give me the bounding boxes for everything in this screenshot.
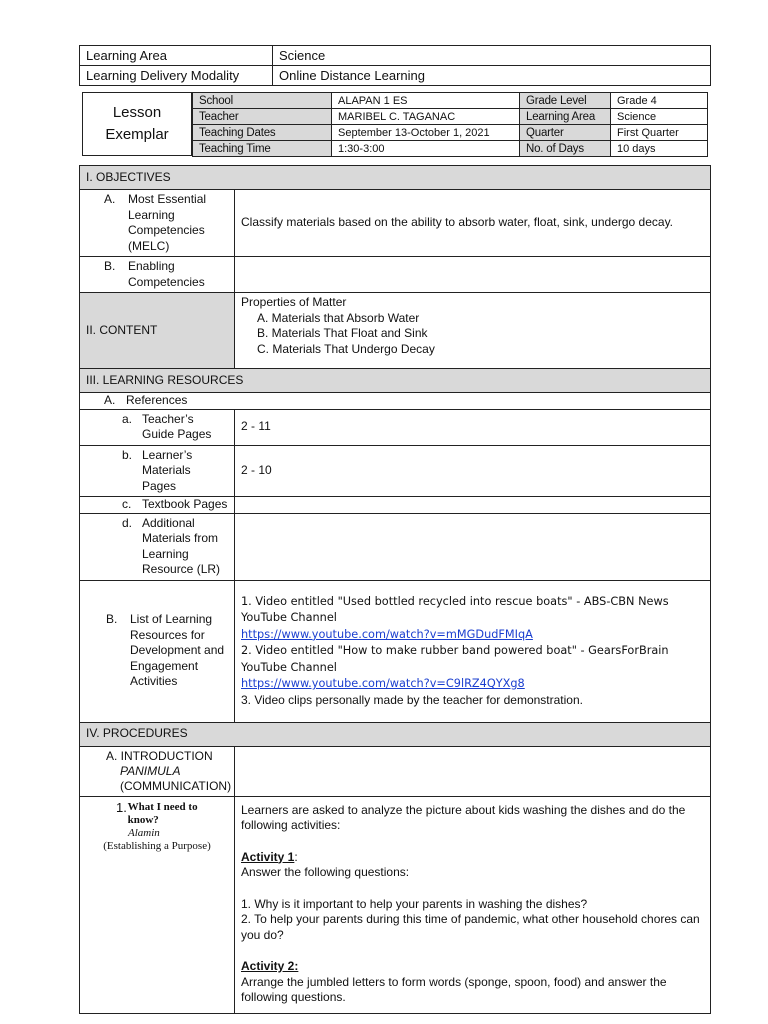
teaching-dates-value: September 13-October 1, 2021	[332, 125, 520, 141]
learning-area-table	[79, 45, 711, 86]
references-marker: A.	[104, 393, 116, 407]
video-1-title: 1. Video entitled "Used bottled recycled into rescue boats" - ABS-CBN News YouTube Channel	[241, 594, 669, 625]
panimula-label: PANIMULA	[120, 763, 181, 778]
modality-label: Learning Delivery Modality	[80, 66, 273, 86]
video-2-link[interactable]: https://www.youtube.com/watch?v=C9lRZ4QYXg8	[241, 677, 525, 691]
video-2-title: 2. Video entitled "How to make rubber band powered boat" - GearsForBrain YouTube Channel	[241, 644, 669, 674]
school-value: ALAPAN 1 ES	[332, 93, 520, 109]
no-of-days-label: No. of Days	[520, 141, 611, 157]
textbook-value	[235, 497, 711, 514]
additional-materials-cell	[80, 513, 235, 580]
list-resources-marker: B.	[106, 612, 118, 627]
enabling-label-cell	[80, 257, 235, 293]
enabling-marker: B.	[104, 259, 116, 273]
introduction-cell	[80, 746, 235, 796]
introduction-value	[235, 746, 711, 796]
teachers-guide-value: 2 - 11	[235, 409, 711, 445]
activity-1-heading: Activity 1	[241, 849, 295, 864]
textbook-row	[80, 497, 711, 514]
introduction-row	[80, 746, 711, 796]
lesson-plan-table	[79, 165, 711, 1014]
teachers-guide-marker: a.	[122, 411, 133, 426]
melc-text: Classify materials based on the ability to absorb water, float, sink, undergo decay.	[235, 190, 711, 257]
lesson-exemplar-title	[82, 92, 192, 156]
activity-2-heading: Activity 2:	[241, 959, 299, 973]
learning-area-label-2: Learning Area	[520, 109, 611, 125]
grade-level-value: Grade 4	[611, 93, 708, 109]
learners-materials-row	[80, 445, 711, 497]
what-i-need-to-know-cell	[80, 796, 235, 1013]
content-item: A. Materials that Absorb Water	[257, 310, 420, 325]
exemplar-word: Exemplar	[105, 126, 169, 143]
alamin-label: Alamin	[128, 826, 160, 839]
learners-materials-cell	[80, 445, 235, 497]
learning-area-label: Learning Area	[80, 46, 273, 66]
objectives-title: I. OBJECTIVES	[80, 166, 711, 190]
resource-item-3: 3. Video clips personally made by the teacher for demonstration.	[241, 692, 583, 707]
list-resources-content	[235, 580, 711, 722]
content-item: B. Materials That Float and Sink	[257, 326, 428, 340]
info-row	[193, 125, 708, 141]
melc-marker: A.	[104, 192, 116, 206]
teaching-dates-label: Teaching Dates	[193, 125, 332, 141]
references-row	[80, 393, 711, 410]
quarter-value: First Quarter	[611, 125, 708, 141]
lesson-info-table	[192, 92, 708, 157]
activity-2-instruction: Arrange the jumbled letters to form words (sponge, spoon, food) and answer the following questions.	[241, 974, 667, 1004]
list-resources-label: List of Learning Resources for Development and Engagement Activities	[130, 612, 225, 689]
additional-materials-marker: d.	[122, 515, 133, 530]
info-row	[193, 93, 708, 109]
list-resources-row	[80, 580, 711, 722]
references-cell	[80, 393, 711, 410]
enabling-value	[235, 257, 711, 293]
resources-title: III. LEARNING RESOURCES	[80, 369, 711, 393]
lesson-word: Lesson	[112, 104, 162, 121]
info-row	[193, 141, 708, 157]
step-title: What I need to know?	[127, 800, 198, 826]
activity-1-colon: :	[294, 849, 298, 864]
content-cell	[235, 293, 711, 369]
teachers-guide-label: Teacher’s Guide Pages	[142, 411, 212, 441]
question-1: 1. Why is it important to help your parents in washing the dishes?	[241, 896, 588, 911]
content-row	[80, 293, 711, 369]
teachers-guide-row	[80, 409, 711, 445]
additional-materials-row	[80, 513, 711, 580]
objectives-section	[80, 166, 711, 190]
video-1-link[interactable]: https://www.youtube.com/watch?v=mMGDudFMIqA	[241, 627, 533, 641]
introduction-label: A. INTRODUCTION	[106, 748, 213, 763]
teaching-time-label: Teaching Time	[193, 141, 332, 157]
learning-area-value: Science	[273, 46, 711, 66]
content-heading: Properties of Matter	[241, 295, 347, 309]
melc-label-cell	[80, 190, 235, 257]
teacher-value: MARIBEL C. TAGANAC	[332, 109, 520, 125]
enabling-row	[80, 257, 711, 293]
grade-level-label: Grade Level	[520, 93, 611, 109]
list-resources-cell	[80, 580, 235, 722]
melc-label: Most Essential Learning Competencies (MELC)	[128, 192, 207, 253]
learning-area-value-2: Science	[611, 109, 708, 125]
textbook-label: Textbook Pages	[142, 497, 228, 511]
intro-paragraph: Learners are asked to analyze the picture about kids washing the dishes and do the following activities:	[241, 802, 686, 832]
step-number: 1.	[116, 799, 127, 815]
learners-materials-label: Learner’s Materials Pages	[142, 447, 193, 493]
quarter-label: Quarter	[520, 125, 611, 141]
learners-materials-marker: b.	[122, 447, 133, 462]
establishing-purpose-label: (Establishing a Purpose)	[103, 839, 211, 852]
resources-section	[80, 369, 711, 393]
additional-materials-value	[235, 513, 711, 580]
content-title: II. CONTENT	[80, 293, 235, 369]
textbook-marker: c.	[122, 497, 132, 511]
teachers-guide-cell	[80, 409, 235, 445]
procedures-title: IV. PROCEDURES	[80, 722, 711, 746]
communication-label: (COMMUNICATION)	[120, 778, 232, 793]
teacher-label: Teacher	[193, 109, 332, 125]
additional-materials-label: Additional Materials from Learning Resource (LR)	[142, 515, 221, 576]
modality-value: Online Distance Learning	[273, 66, 711, 86]
learners-materials-value: 2 - 10	[235, 445, 711, 497]
what-i-need-to-know-row	[80, 796, 711, 1013]
no-of-days-value: 10 days	[611, 141, 708, 157]
references-label: References	[126, 393, 188, 407]
procedures-section	[80, 722, 711, 746]
info-row	[193, 109, 708, 125]
introduction-activities	[235, 796, 711, 1013]
school-label: School	[193, 93, 332, 109]
enabling-label: Enabling Competencies	[128, 259, 205, 289]
teaching-time-value: 1:30-3:00	[332, 141, 520, 157]
melc-row	[80, 190, 711, 257]
activity-1-instruction: Answer the following questions:	[241, 865, 410, 879]
question-2: 2. To help your parents during this time of pandemic, what other household chores can you do?	[241, 912, 700, 942]
content-item: C. Materials That Undergo Decay	[257, 341, 435, 356]
textbook-cell	[80, 497, 235, 514]
